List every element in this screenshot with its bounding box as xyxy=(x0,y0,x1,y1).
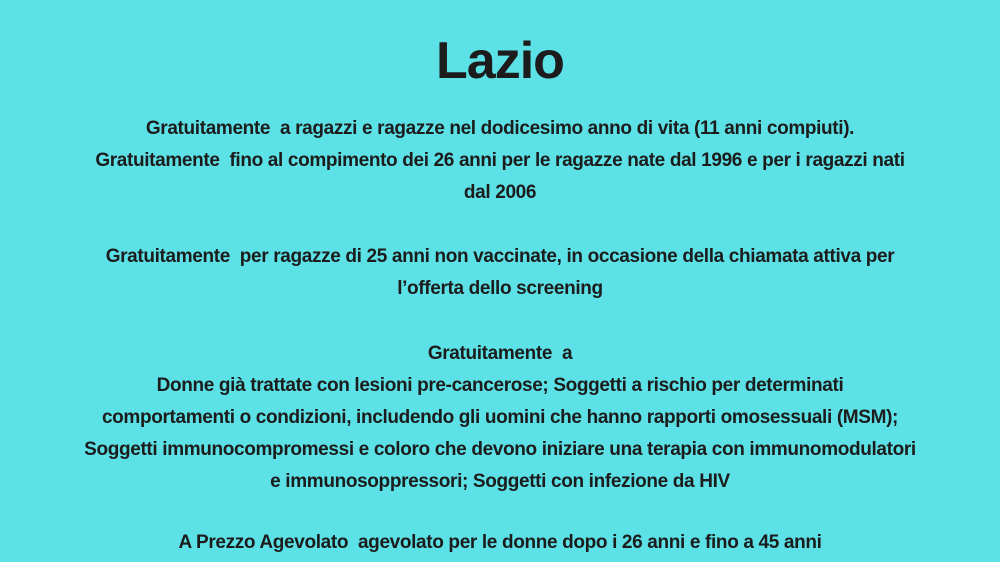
text-line: Gratuitamente a ragazzi e ragazze nel dodicesimo anno di vita (11 anni compiuti). xyxy=(145,118,855,139)
section-free-risk-groups xyxy=(0,338,1000,498)
section-free-preteens xyxy=(0,113,1000,209)
text-line: Gratuitamente fino al compimento dei 26 anni per le ragazze nate dal 1996 e per i ragazzi nati xyxy=(95,150,905,171)
text-line: comportamenti o condizioni, includendo gli uomini che hanno rapporti omosessuali (MSM); xyxy=(101,407,899,428)
text-line: l’offerta dello screening xyxy=(397,278,603,299)
text-line: A Prezzo Agevolato agevolato per le donne dopo i 26 anni e fino a 45 anni xyxy=(178,532,822,553)
text-line: Gratuitamente a xyxy=(427,343,573,364)
text-line: e immunosoppressori; Soggetti con infezione da HIV xyxy=(270,471,730,492)
page-title: Lazio xyxy=(436,32,564,90)
section-discounted-price xyxy=(0,527,1000,559)
text-line: Soggetti immunocompromessi e coloro che devono iniziare una terapia con immunomodulatori xyxy=(84,439,916,460)
text-line: dal 2006 xyxy=(463,182,537,203)
section-free-25yo-screening xyxy=(0,241,1000,305)
text-line: Donne già trattate con lesioni pre-cancerose; Soggetti a rischio per determinati xyxy=(156,375,844,396)
text-line: Gratuitamente per ragazze di 25 anni non vaccinate, in occasione della chiamata attiva per xyxy=(105,246,895,267)
